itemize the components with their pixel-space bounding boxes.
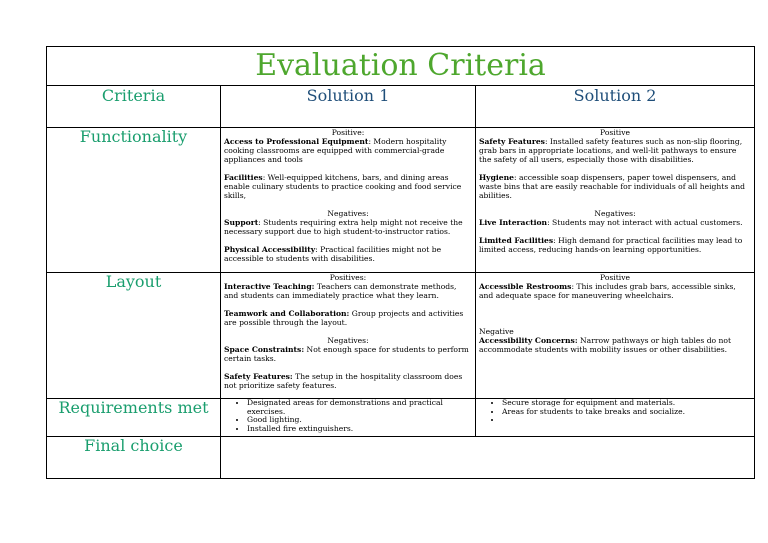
list-item: • Designated areas for demonstrations and practical exercises. [247, 399, 475, 416]
page-title: Evaluation Criteria [255, 48, 546, 83]
solution2-header: Solution 2 [476, 86, 755, 128]
evaluation-table [46, 46, 755, 479]
positive-header: Positive [600, 128, 630, 137]
positive-header: Positive [600, 273, 630, 282]
positive-header: Positive: [331, 128, 365, 137]
list-item: • Installed fire extinguishers. [247, 425, 475, 434]
functionality-label: Functionality [47, 128, 221, 273]
functionality-s2-positive-1: Safety Features: Installed safety features such as non-slip flooring, grab bars in appropriate locations, and well-lit pathways to ensure the safety of all users, especially those with disabilities. [479, 137, 743, 164]
functionality-s2-negative-2: Limited Facilities: High demand for practical facilities may lead to limited access, reducing hands-on learning opportunities. [479, 236, 743, 254]
requirements-s2-list [476, 399, 754, 425]
functionality-solution1 [221, 128, 476, 273]
final-choice-label: Final choice [47, 437, 221, 479]
requirements-solution2 [476, 399, 755, 437]
layout-s1-negative-1: Space Constraints: Not enough space for students to perform certain tasks. [224, 345, 469, 363]
negative-header: Negatives: [327, 336, 369, 345]
solution1-header: Solution 1 [221, 86, 476, 128]
layout-solution2 [476, 273, 755, 399]
requirements-label: Requirements met [47, 399, 221, 437]
list-item: • Secure storage for equipment and materials. [502, 399, 754, 408]
requirements-s1-list [221, 399, 475, 433]
functionality-s1-positive-2: Facilities: Well-equipped kitchens, bars, and dining areas enable culinary students to practice cooking and food service skills, [224, 173, 462, 200]
functionality-s1-negative-1: Support: Students requiring extra help might not receive the necessary support due to high student-to-instructor ratios. [224, 218, 463, 236]
list-item: • Good lighting. [247, 416, 475, 425]
layout-s2-negative-1: Accessibility Concerns: Narrow pathways or high tables do not accommodate students with mobility issues or other disabilities. [479, 336, 732, 354]
negative-header: Negatives: [327, 209, 369, 218]
list-item: • Areas for students to take breaks and socialize. [502, 408, 754, 417]
layout-s1-negative-2: Safety Features: The setup in the hospitality classroom does not prioritize safety features. [224, 372, 463, 390]
negative-header: Negatives: [594, 209, 636, 218]
final-choice-cell [221, 437, 755, 479]
functionality-s2-negative-1: Live Interaction: Students may not interact with actual customers. [479, 218, 743, 227]
layout-label: Layout [47, 273, 221, 399]
layout-s1-positive-1: Interactive Teaching: Teachers can demonstrate methods, and students can immediately practice what they learn. [224, 282, 457, 300]
functionality-s1-positive-1: Access to Professional Equipment: Modern hospitality cooking classrooms are equipped with commercial-grade appliances and tools [224, 137, 447, 164]
criteria-header: Criteria [47, 86, 221, 128]
functionality-s2-positive-2: Hygiene: accessible soap dispensers, paper towel dispensers, and waste bins that are easily reachable for individuals of all heights and abilities. [479, 173, 745, 200]
positive-header: Positives: [329, 273, 367, 282]
functionality-solution2 [476, 128, 755, 273]
requirements-solution1 [221, 399, 476, 437]
layout-solution1 [221, 273, 476, 399]
list-item [502, 416, 754, 425]
negative-header: Negative [479, 327, 514, 336]
layout-s1-positive-2: Teamwork and Collaboration: Group projects and activities are possible through the layout. [224, 309, 464, 327]
layout-s2-positive-1: Accessible Restrooms: This includes grab bars, accessible sinks, and adequate space for maneuvering wheelchairs. [479, 282, 736, 300]
functionality-s1-negative-2: Physical Accessibility: Practical facilities might not be accessible to students with disabilities. [224, 245, 442, 263]
title-cell [47, 47, 755, 86]
